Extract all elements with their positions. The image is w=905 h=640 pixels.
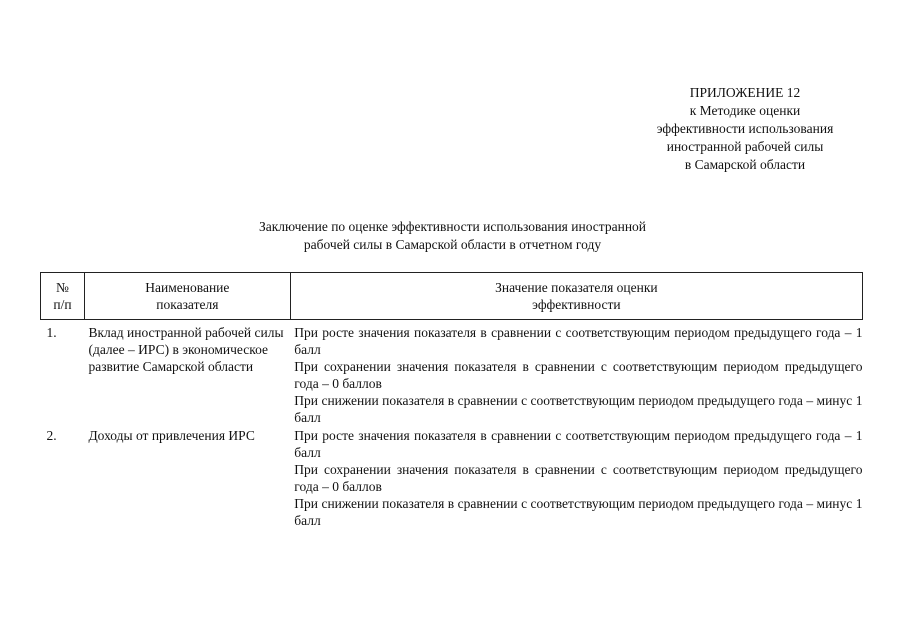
table-row xyxy=(41,320,863,427)
appendix-line: иностранной рабочей силы xyxy=(666,139,824,154)
header-number xyxy=(41,273,85,320)
appendix-label: ПРИЛОЖЕНИЕ 12 xyxy=(689,85,801,100)
indicator-name: Вклад иностранной рабочей силы (далее – ИРС) в экономическое развитие Самарской области xyxy=(88,325,284,374)
appendix-line: эффективности использования xyxy=(656,121,834,136)
indicator-name: Доходы от привлечения ИРС xyxy=(88,428,255,443)
header-indicator-name xyxy=(84,273,290,320)
table-header-row xyxy=(41,273,863,320)
indicators-table xyxy=(40,272,863,529)
appendix-line: в Самарской области xyxy=(684,157,806,172)
table-row xyxy=(41,426,863,529)
header-name-line: Наименование xyxy=(145,280,230,295)
scoring-rule: При росте значения показателя в сравнении с соответствующим периодом предыдущего года – 1 балл xyxy=(294,325,863,357)
document-title xyxy=(200,218,705,254)
scoring-rule: При снижении показателя в сравнении с соответствующим периодом предыдущего года – минус 1 балл xyxy=(294,393,863,425)
appendix-line: к Методике оценки xyxy=(689,103,801,118)
scoring-rule: При снижении показателя в сравнении с соответствующим периодом предыдущего года – минус 1 балл xyxy=(294,496,863,528)
scoring-rule: При росте значения показателя в сравнении с соответствующим периодом предыдущего года – 1 балл xyxy=(294,428,863,460)
appendix-header xyxy=(630,84,860,174)
title-line: Заключение по оценке эффективности использования иностранной xyxy=(258,219,647,234)
scoring-rule: При сохранении значения показателя в сравнении с соответствующим периодом предыдущего года – 0 баллов xyxy=(294,462,863,494)
scoring-rule: При сохранении значения показателя в сравнении с соответствующим периодом предыдущего года – 0 баллов xyxy=(294,359,863,391)
title-line: рабочей силы в Самарской области в отчетном году xyxy=(303,237,602,252)
indicator-value xyxy=(290,426,862,529)
header-name-line: показателя xyxy=(156,297,219,312)
row-number: 1. xyxy=(46,325,57,340)
header-number-line: п/п xyxy=(53,297,72,312)
header-indicator-value xyxy=(290,273,862,320)
header-value-line: Значение показателя оценки xyxy=(495,280,658,295)
indicator-value xyxy=(290,320,862,427)
header-value-line: эффективности xyxy=(532,297,621,312)
header-number-line: № xyxy=(56,280,69,295)
row-number: 2. xyxy=(46,428,57,443)
